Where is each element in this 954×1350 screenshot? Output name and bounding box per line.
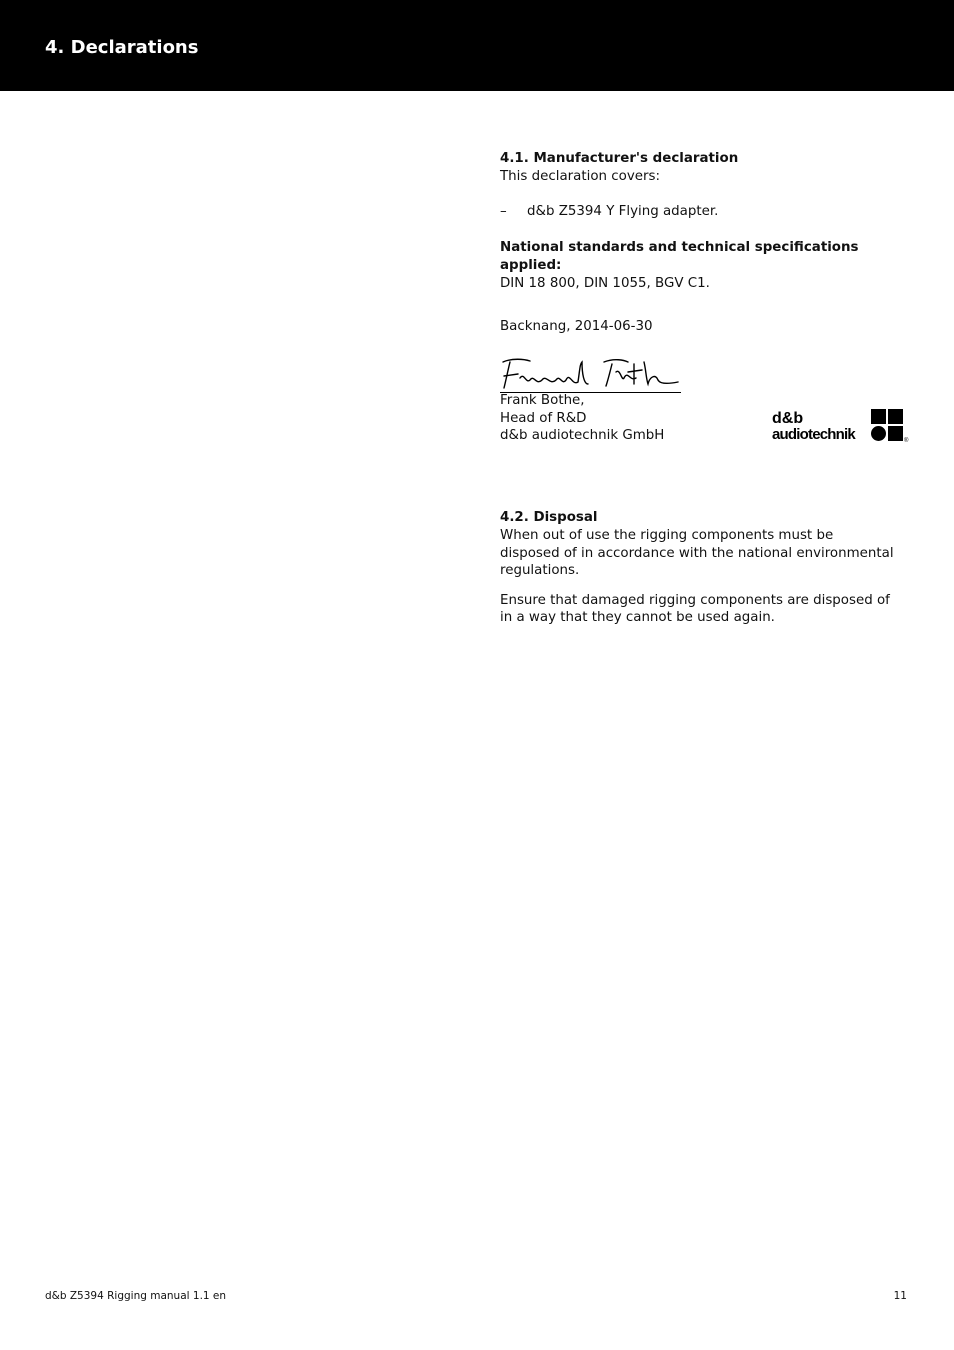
manufacturer-section (500, 150, 900, 186)
disposal-section (500, 509, 900, 627)
svg-text:d&b: d&b (772, 410, 804, 427)
signatory-name: Frank Bothe, (500, 393, 585, 408)
standards-heading: National standards and technical specifications applied: (500, 240, 859, 273)
footer-doc-title: d&b Z5394 Rigging manual 1.1 en (45, 1290, 227, 1302)
page-title: 4. Declarations (45, 37, 199, 58)
signatory-role: Head of R&D (500, 410, 587, 426)
standards-section (500, 239, 900, 293)
signature-block (500, 354, 682, 396)
page-header (0, 0, 954, 91)
list-item-text: d&b Z5394 Y Flying adapter. (527, 204, 719, 219)
svg-text:audiotechnik: audiotechnik (772, 426, 855, 443)
disposal-paragraph-1: When out of use the rigging components must be disposed of in accordance with the national environmental regulations. (500, 528, 894, 579)
disposal-paragraph-2: Ensure that damaged rigging components are disposed of in a way that they cannot be used again. (500, 592, 890, 626)
disposal-heading: 4.2. Disposal (500, 510, 598, 525)
svg-text:®: ® (904, 438, 909, 444)
place-date: Backnang, 2014-06-30 (500, 319, 653, 334)
signature-image (500, 354, 682, 392)
signatory-company: d&b audiotechnik GmbH (500, 428, 665, 444)
list-item (500, 203, 718, 221)
manufacturer-heading: 4.1. Manufacturer's declaration (500, 151, 739, 166)
list-dash: – (500, 204, 507, 219)
declaration-intro: This declaration covers: (500, 169, 660, 184)
company-logo (771, 406, 911, 444)
page-number: 11 (893, 1290, 907, 1302)
standards-text: DIN 18 800, DIN 1055, BGV C1. (500, 276, 710, 291)
